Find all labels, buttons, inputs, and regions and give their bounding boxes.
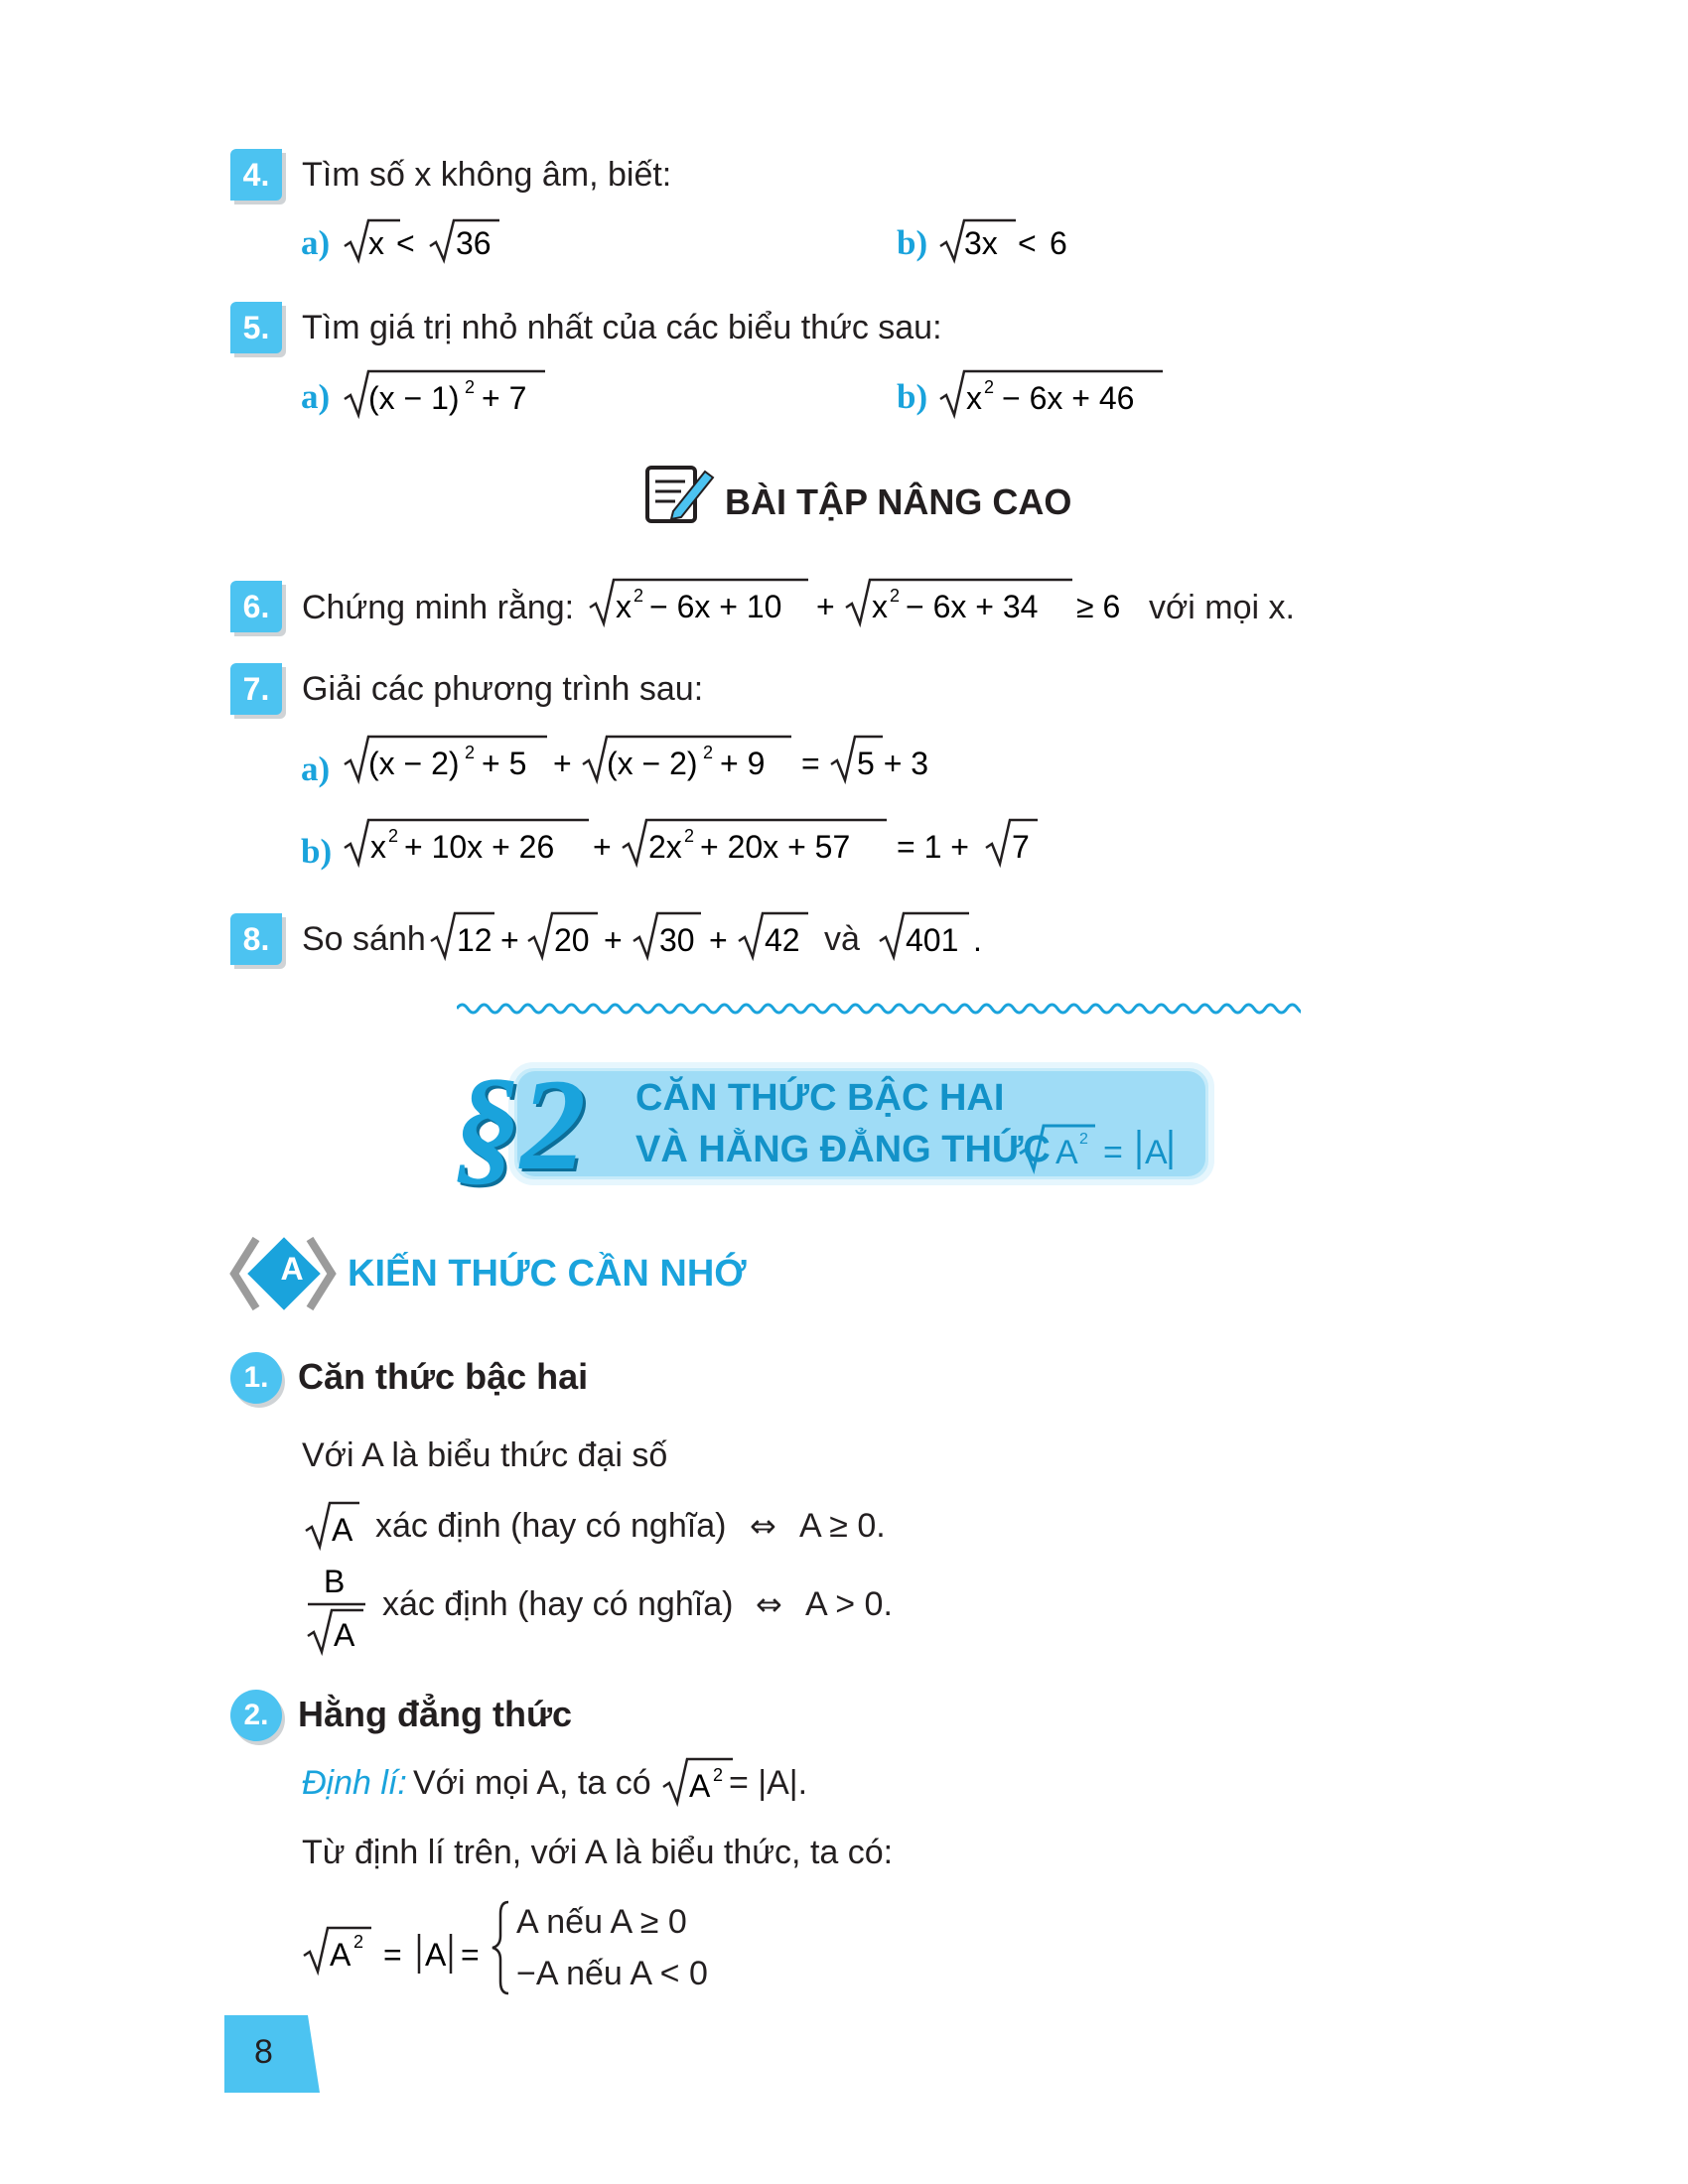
- exercise-8-text: So sánh: [302, 920, 426, 958]
- exercise-6-badge: 6.: [230, 581, 282, 632]
- exercise-7b-formula: [343, 814, 1057, 870]
- svg-text:− 6x + 34: − 6x + 34: [906, 589, 1039, 624]
- svg-text:=: =: [383, 1937, 402, 1973]
- equivalence-icon: ⇔: [750, 1507, 776, 1545]
- svg-text:x: x: [616, 589, 632, 624]
- svg-text:42: 42: [765, 922, 800, 958]
- equivalence-icon-2: ⇔: [756, 1585, 782, 1623]
- svg-text:A: A: [425, 1937, 447, 1973]
- item-1-line1-tail: A ≥ 0.: [799, 1507, 886, 1545]
- svg-text:2: 2: [353, 1932, 364, 1952]
- svg-text:A: A: [689, 1768, 711, 1804]
- svg-text:A: A: [1145, 1134, 1168, 1171]
- exercise-5a-formula: [343, 365, 561, 421]
- exercise-7-text: Giải các phương trình sau:: [302, 670, 704, 708]
- exercise-6-text: Chứng minh rằng:: [302, 589, 575, 626]
- svg-text:6: 6: [1050, 225, 1067, 261]
- exercise-8-sum-formula: [429, 907, 826, 963]
- svg-text:A: A: [334, 1617, 355, 1653]
- svg-text:.: .: [973, 922, 982, 958]
- svg-text:<: <: [1018, 225, 1037, 261]
- exercise-7a-formula: [343, 731, 958, 786]
- theorem-text: Với mọi A, ta có: [413, 1764, 651, 1802]
- svg-text:2: 2: [890, 586, 901, 606]
- svg-text:A: A: [332, 1512, 353, 1548]
- advanced-exercises-title: BÀI TẬP NÂNG CAO: [725, 481, 1072, 522]
- exercise-7a-label: a): [301, 750, 331, 788]
- svg-text:<: <: [396, 225, 415, 261]
- svg-text:2: 2: [465, 743, 476, 762]
- svg-text:+ 10x + 26: + 10x + 26: [404, 829, 555, 865]
- exercise-5-text: Tìm giá trị nhỏ nhất của các biểu thức sau:: [302, 309, 942, 346]
- svg-text:+: +: [816, 589, 835, 624]
- svg-text:− 6x + 46: − 6x + 46: [1002, 380, 1135, 416]
- svg-text:2: 2: [1079, 1131, 1088, 1148]
- fraction-b-over-sqrt-a: [304, 1557, 373, 1656]
- svg-text:36: 36: [456, 225, 492, 261]
- exercise-4-text: Tìm số x không âm, biết:: [302, 156, 672, 194]
- exercise-5b-formula: [938, 365, 1167, 421]
- svg-text:A: A: [330, 1937, 352, 1973]
- svg-text:3x: 3x: [964, 225, 998, 261]
- exercise-5-badge: 5.: [230, 302, 282, 353]
- svg-text:+: +: [604, 922, 623, 958]
- theorem-label: Định lí:: [302, 1764, 407, 1802]
- svg-text:12: 12: [457, 922, 492, 958]
- item-1-title: Căn thức bậc hai: [298, 1356, 589, 1397]
- item-1-intro: Với A là biểu thức đại số: [302, 1436, 668, 1474]
- exercise-7b-label: b): [301, 832, 333, 871]
- svg-text:+ 20x + 57: + 20x + 57: [700, 829, 851, 865]
- piecewise-formula: [302, 1894, 520, 1999]
- exercise-5b-label: b): [897, 377, 928, 416]
- exercise-8-badge: 8.: [230, 913, 282, 965]
- svg-text:=: =: [1103, 1134, 1123, 1171]
- svg-text:2: 2: [633, 586, 644, 606]
- consequence-text: Từ định lí trên, với A là biểu thức, ta có:: [302, 1834, 894, 1871]
- page-number-tab: [224, 2015, 324, 2095]
- svg-text:B: B: [324, 1564, 346, 1599]
- svg-text:≥ 6: ≥ 6: [1076, 589, 1121, 624]
- section-number: §2: [455, 1051, 586, 1197]
- item-2-badge: 2.: [230, 1690, 282, 1741]
- svg-text:5 + 3: 5 + 3: [857, 746, 929, 781]
- svg-text:2: 2: [465, 377, 476, 397]
- svg-text:+: +: [709, 922, 728, 958]
- svg-text:x: x: [368, 225, 384, 261]
- exercise-5a-label: a): [301, 377, 331, 416]
- svg-text:2: 2: [703, 743, 714, 762]
- exercise-8-compare-formula: [878, 907, 997, 963]
- svg-text:=: =: [461, 1937, 480, 1973]
- notepad-pencil-icon: [643, 462, 719, 527]
- section-title-line2: VÀ HẰNG ĐẲNG THỨC: [635, 1129, 1051, 1170]
- svg-text:+ 7: + 7: [482, 380, 527, 416]
- svg-text:2x: 2x: [648, 829, 682, 865]
- svg-text:+: +: [500, 922, 519, 958]
- wavy-divider: [457, 997, 1301, 1021]
- svg-text:(x − 2): (x − 2): [368, 746, 460, 781]
- svg-text:401: 401: [906, 922, 959, 958]
- part-a-title: KIẾN THỨC CẦN NHỚ: [348, 1253, 747, 1295]
- svg-text:+: +: [553, 746, 572, 781]
- case-2: −A nếu A < 0: [516, 1955, 708, 1992]
- svg-text:7: 7: [1012, 829, 1030, 865]
- item-1-badge: 1.: [230, 1352, 282, 1404]
- svg-text:2: 2: [713, 1765, 724, 1785]
- svg-text:(x − 1): (x − 1): [368, 380, 460, 416]
- case-1: A nếu A ≥ 0: [516, 1903, 687, 1941]
- item-1-line2-tail: A > 0.: [805, 1585, 893, 1623]
- svg-text:x: x: [872, 589, 888, 624]
- exercise-6-formula: [588, 574, 1124, 629]
- svg-text:30: 30: [659, 922, 695, 958]
- section-title-line1: CĂN THỨC BẬC HAI: [635, 1077, 1005, 1119]
- svg-text:(x − 2): (x − 2): [607, 746, 698, 781]
- exercise-4-badge: 4.: [230, 149, 282, 201]
- exercise-6-tail: với mọi x.: [1149, 589, 1295, 626]
- svg-text:2: 2: [984, 377, 995, 397]
- exercise-8-and: và: [824, 920, 860, 958]
- theorem-tail: = |A|.: [729, 1764, 808, 1802]
- item-1-line2: xác định (hay có nghĩa): [382, 1585, 734, 1623]
- part-a-badge: A: [280, 1251, 304, 1287]
- exercise-4b-formula: [938, 216, 1097, 266]
- sqrt-a-formula: [304, 1497, 363, 1553]
- svg-text:+: +: [593, 829, 612, 865]
- item-2-title: Hằng đẳng thức: [298, 1694, 573, 1734]
- svg-text:= 1 +: = 1 +: [897, 829, 969, 865]
- svg-text:20: 20: [554, 922, 590, 958]
- exercise-4b-label: b): [897, 223, 928, 262]
- svg-text:− 6x + 10: − 6x + 10: [649, 589, 782, 624]
- page-number: 8: [254, 2033, 273, 2071]
- svg-text:+ 5: + 5: [482, 746, 527, 781]
- exercise-4a-label: a): [301, 223, 331, 262]
- section-title-formula: [1018, 1120, 1192, 1175]
- exercise-7-badge: 7.: [230, 663, 282, 715]
- svg-text:x: x: [966, 380, 982, 416]
- exercise-4a-formula: [343, 216, 511, 266]
- svg-text:A: A: [1055, 1134, 1078, 1171]
- svg-text:+ 9: + 9: [720, 746, 766, 781]
- svg-text:=: =: [801, 746, 820, 781]
- svg-text:2: 2: [388, 826, 399, 846]
- item-1-line1: xác định (hay có nghĩa): [375, 1507, 727, 1545]
- svg-text:2: 2: [684, 826, 695, 846]
- svg-text:x: x: [370, 829, 386, 865]
